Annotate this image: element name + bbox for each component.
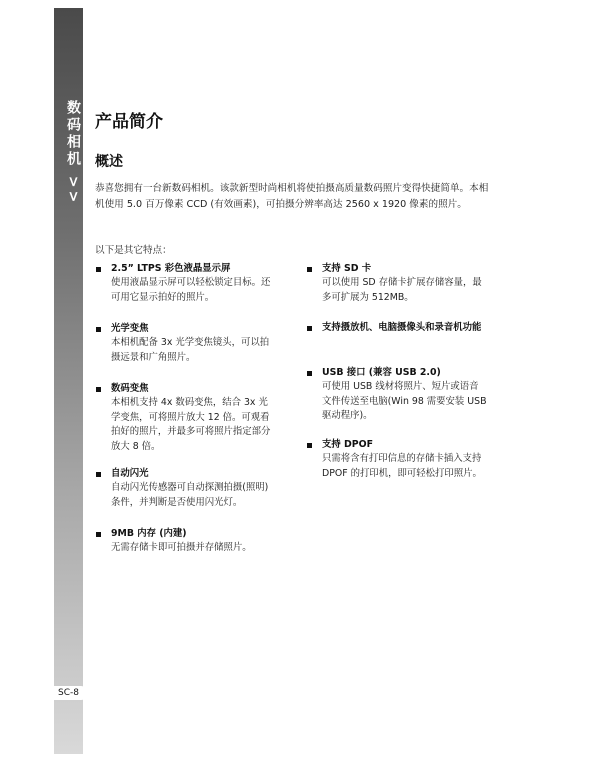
feature-title: 9MB 内存 (内建) <box>111 528 187 539</box>
feature-description: 本相机配备 3x 光学变焦镜头，可以拍摄远景和广角照片。 <box>111 337 270 363</box>
feature-item <box>96 382 276 467</box>
page-number: SC-8 <box>54 686 87 700</box>
feature-item <box>307 321 487 366</box>
feature-item <box>96 262 276 322</box>
features-right-column <box>307 262 487 498</box>
feature-title: 光学变焦 <box>111 323 149 334</box>
bullet-icon <box>96 387 101 392</box>
sidebar-tab <box>54 8 83 754</box>
feature-description: 自动闪光传感器可自动探测拍摄(照明)条件，并判断是否使用闪光灯。 <box>111 482 269 508</box>
bullet-icon <box>96 472 101 477</box>
feature-item <box>307 438 487 498</box>
feature-item <box>96 527 276 561</box>
feature-title: 自动闪光 <box>111 468 149 479</box>
bullet-icon <box>96 327 101 332</box>
bullet-icon <box>307 371 312 376</box>
bullet-icon <box>307 326 312 331</box>
feature-description: 可使用 USB 线材将照片、短片或语音文件传送至电脑(Win 98 需要安装 USB 驱动程序)。 <box>322 381 487 422</box>
feature-description: 可以使用 SD 存储卡扩展存储容量，最多可扩展为 512MB。 <box>322 277 482 303</box>
feature-description: 无需存储卡即可拍摄并存储照片。 <box>111 542 252 553</box>
feature-item <box>307 366 487 438</box>
bullet-icon <box>96 267 101 272</box>
feature-title: 2.5” LTPS 彩色液晶显示屏 <box>111 263 231 274</box>
sidebar-title: 数码相机 >> <box>65 100 81 206</box>
bullet-icon <box>96 532 101 537</box>
feature-title: 数码变焦 <box>111 383 149 394</box>
intro-paragraph: 恭喜您拥有一台新数码相机。该款新型时尚相机将使拍摄高质量数码照片变得快捷简单。本相机使用 5.0 百万像素 CCD (有效画素)，可拍摄分辨率高达 2560 x 1920 像素的照片。 <box>95 183 489 210</box>
feature-description: 使用液晶显示屏可以轻松锁定目标。还可用它显示拍好的照片。 <box>111 277 271 303</box>
section-title: 概述 <box>95 154 123 170</box>
feature-title: USB 接口 (兼容 USB 2.0) <box>322 367 441 378</box>
feature-title: 支持 DPOF <box>322 439 374 450</box>
bullet-icon <box>307 443 312 448</box>
features-left-column <box>96 262 276 561</box>
features-label: 以下是其它特点： <box>95 245 172 256</box>
feature-item <box>96 322 276 382</box>
feature-title: 支持摄放机、电脑摄像头和录音机功能 <box>322 322 482 333</box>
bullet-icon <box>307 267 312 272</box>
feature-description: 只需将含有打印信息的存储卡插入支持 DPOF 的打印机，即可轻松打印照片。 <box>322 453 482 479</box>
feature-item <box>307 262 487 321</box>
page-title: 产品简介 <box>95 112 163 132</box>
feature-item <box>96 467 276 527</box>
feature-title: 支持 SD 卡 <box>322 263 372 274</box>
feature-description: 本相机支持 4x 数码变焦，结合 3x 光学变焦，可将照片放大 12 倍。可观看拍好的照片，并最多可将照片指定部分放大 8 倍。 <box>111 397 271 452</box>
